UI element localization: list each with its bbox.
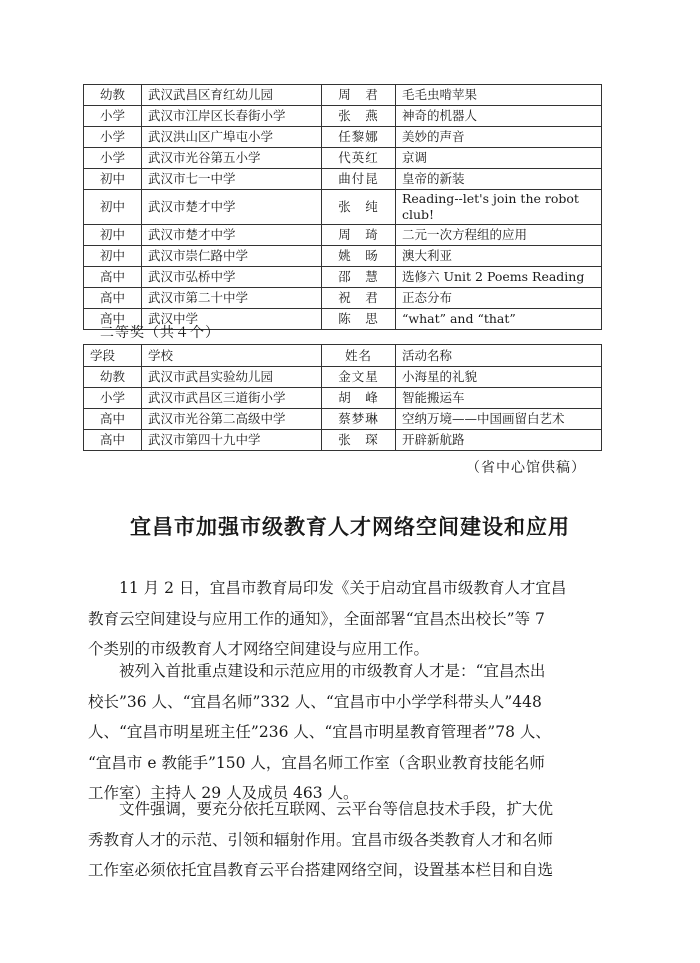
article-paragraph-1 [88, 573, 604, 665]
school-cell: 武汉市弘桥中学 [142, 267, 322, 288]
activity-cell: 小海星的礼貌 [396, 367, 602, 388]
name-cell: 曲付昆 [322, 169, 396, 190]
second-prize-table [83, 344, 602, 451]
table-row [84, 190, 602, 225]
level-cell: 小学 [84, 388, 142, 409]
name-cell: 蔡梦琳 [322, 409, 396, 430]
text-line: 文件强调，要充分依托互联网、云平台等信息技术手段，扩大优 [88, 800, 554, 818]
name-cell: 邵 慧 [322, 267, 396, 288]
name-cell: 任黎娜 [322, 127, 396, 148]
text-line: 人、“宜昌市明星班主任”236 人、“宜昌市明星教育管理者”78 人、 [88, 723, 551, 741]
activity-cell: 选修六 Unit 2 Poems Reading [396, 267, 602, 288]
school-cell: 武汉市江岸区长春街小学 [142, 106, 322, 127]
level-cell: 小学 [84, 106, 142, 127]
text-line: 秀教育人才的示范、引领和辐射作用。宜昌市级各类教育人才和名师 [88, 830, 554, 849]
name-cell: 代英红 [322, 148, 396, 169]
activity-cell: 京调 [396, 148, 602, 169]
activity-cell: 美妙的声音 [396, 127, 602, 148]
table-row [84, 246, 602, 267]
level-cell: 初中 [84, 169, 142, 190]
school-cell: 武汉市七一中学 [142, 169, 322, 190]
text-line: “宜昌市 e 教能手”150 人，宜昌名师工作室（含职业教育技能名师 [88, 753, 545, 772]
level-cell: 初中 [84, 190, 142, 225]
table-row [84, 367, 602, 388]
activity-cell: 毛毛虫啃苹果 [396, 85, 602, 106]
article-title: 宜昌市加强市级教育人才网络空间建设和应用 [130, 514, 570, 539]
activity-cell: 智能搬运车 [396, 388, 602, 409]
table-row [84, 267, 602, 288]
school-cell: 武汉中学 [142, 309, 322, 330]
activity-cell: “what” and “that” [396, 309, 602, 330]
activity-cell: 神奇的机器人 [396, 106, 602, 127]
name-cell: 张 琛 [322, 430, 396, 451]
activity-cell: Reading--let's join the robot club! [396, 190, 602, 225]
level-cell: 初中 [84, 225, 142, 246]
level-cell: 幼教 [84, 367, 142, 388]
article-paragraph-3 [88, 794, 604, 886]
text-line: 工作室必须依托宜昌教育云平台搭建网络空间，设置基本栏目和自选 [88, 861, 554, 879]
school-cell: 武汉市崇仁路中学 [142, 246, 322, 267]
article-paragraph-2 [88, 656, 604, 809]
level-cell: 高中 [84, 309, 142, 330]
school-cell: 武汉市武昌区三道街小学 [142, 388, 322, 409]
activity-cell: 正态分布 [396, 288, 602, 309]
school-cell: 武汉市光谷第二高级中学 [142, 409, 322, 430]
source-note: （省中心馆供稿） [466, 460, 586, 476]
activity-cell: 二元一次方程组的应用 [396, 225, 602, 246]
table-row [84, 169, 602, 190]
table-header-row [84, 345, 602, 367]
school-cell: 武汉洪山区广埠屯小学 [142, 127, 322, 148]
school-cell: 武汉市楚才中学 [142, 190, 322, 225]
text-line: 校长”36 人、“宜昌名师”332 人、“宜昌市中小学学科带头人”448 [88, 692, 542, 711]
header-cell: 活动名称 [396, 345, 602, 367]
table-row [84, 106, 602, 127]
name-cell: 金文星 [322, 367, 396, 388]
level-cell: 高中 [84, 430, 142, 451]
text-line: 教育云空间建设与应用工作的通知》，全面部署“宜昌杰出校长”等 7 [88, 609, 545, 628]
name-cell: 张 纯 [322, 190, 396, 225]
school-cell: 武汉武昌区育红幼儿园 [142, 85, 322, 106]
name-cell: 周 琦 [322, 225, 396, 246]
table-row [84, 388, 602, 409]
school-cell: 武汉市第四十九中学 [142, 430, 322, 451]
text-line: 工作室）主持人 29 人及成员 463 人。 [88, 784, 359, 802]
name-cell: 胡 峰 [322, 388, 396, 409]
name-cell: 姚 旸 [322, 246, 396, 267]
level-cell: 高中 [84, 288, 142, 309]
level-cell: 高中 [84, 267, 142, 288]
table-row [84, 85, 602, 106]
text-line: 个类别的市级教育人才网络空间建设与应用工作。 [88, 640, 430, 658]
level-cell: 高中 [84, 409, 142, 430]
name-cell: 陈 思 [322, 309, 396, 330]
activity-cell: 开辟新航路 [396, 430, 602, 451]
school-cell: 武汉市第二十中学 [142, 288, 322, 309]
activity-cell: 空纳万境——中国画留白艺术 [396, 409, 602, 430]
table-row [84, 127, 602, 148]
level-cell: 幼教 [84, 85, 142, 106]
table-row [84, 409, 602, 430]
school-cell: 武汉市光谷第五小学 [142, 148, 322, 169]
text-line: 被列入首批重点建设和示范应用的市级教育人才是：“宜昌杰出 [88, 662, 546, 680]
level-cell: 初中 [84, 246, 142, 267]
level-cell: 小学 [84, 148, 142, 169]
header-cell: 学校 [142, 345, 322, 367]
table-row [84, 225, 602, 246]
header-cell: 姓名 [322, 345, 396, 367]
name-cell: 张 燕 [322, 106, 396, 127]
table-row [84, 288, 602, 309]
first-prize-table-continued [83, 84, 602, 330]
text-line: 11 月 2 日，宜昌市教育局印发《关于启动宜昌市级教育人才宜昌 [88, 579, 567, 597]
table-row [84, 430, 602, 451]
name-cell: 祝 君 [322, 288, 396, 309]
activity-cell: 皇帝的新装 [396, 169, 602, 190]
school-cell: 武汉市楚才中学 [142, 225, 322, 246]
level-cell: 小学 [84, 127, 142, 148]
school-cell: 武汉市武昌实验幼儿园 [142, 367, 322, 388]
name-cell: 周 君 [322, 85, 396, 106]
second-prize-heading: 二等奖（共４个） [100, 325, 220, 341]
table-row [84, 148, 602, 169]
activity-cell: 澳大利亚 [396, 246, 602, 267]
header-cell: 学段 [84, 345, 142, 367]
